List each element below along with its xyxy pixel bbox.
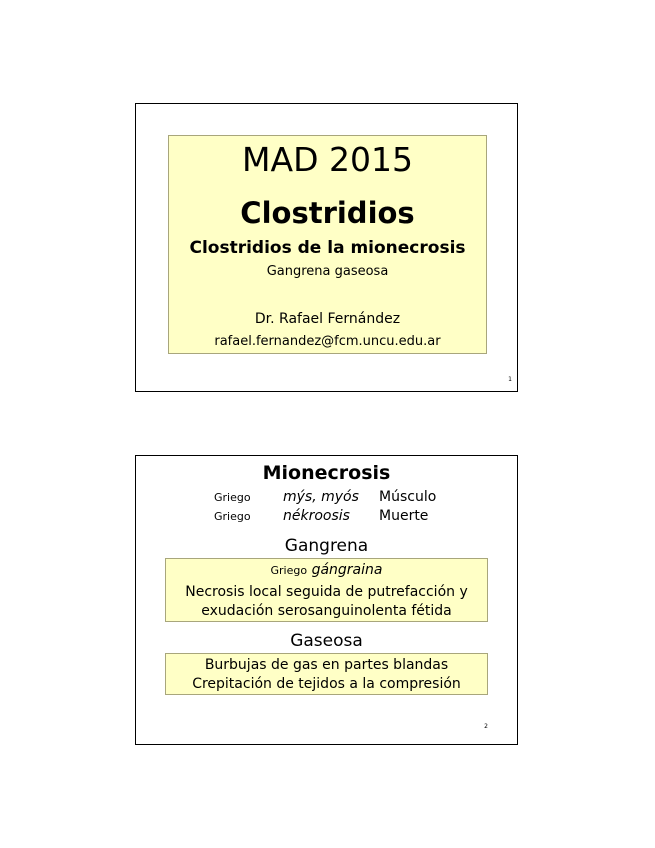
etymology-lang: Griego	[214, 491, 251, 504]
gangrena-etymology	[166, 561, 487, 580]
slide-title: Clostridios	[240, 196, 415, 230]
mionecrosis-title: Mionecrosis	[262, 462, 391, 484]
gangrena-definition-line-2: exudación serosanguinolenta fétida	[201, 603, 452, 619]
title-box	[168, 135, 487, 354]
page-number: 1	[508, 376, 512, 383]
etymology-meaning: Músculo	[379, 489, 437, 505]
etymology-word: mýs, myós	[283, 489, 359, 505]
gangrena-lang: Griego	[270, 564, 308, 577]
etymology-word: nékroosis	[283, 508, 350, 524]
gangrena-definition-line-1: Necrosis local seguida de putrefacción y	[185, 584, 468, 600]
etymology-lang: Griego	[214, 510, 251, 523]
gangrena-title: Gangrena	[284, 536, 369, 556]
gaseosa-box	[165, 653, 488, 695]
gaseosa-line-1: Burbujas de gas en partes blandas	[204, 657, 449, 673]
slide-subtitle: Clostridios de la mionecrosis	[189, 238, 466, 258]
author-name: Dr. Rafael Fernández	[254, 311, 401, 327]
slide-1	[135, 103, 518, 392]
gaseosa-title: Gaseosa	[290, 631, 363, 651]
etymology-meaning: Muerte	[379, 508, 429, 524]
gangrena-word: gángraina	[311, 562, 383, 578]
slide-subtitle-secondary: Gangrena gaseosa	[266, 264, 389, 279]
gaseosa-line-2: Crepitación de tejidos a la compresión	[192, 676, 461, 692]
gangrena-box	[165, 558, 488, 622]
slide-2	[135, 455, 518, 745]
page-number: 2	[484, 723, 488, 730]
author-email: rafael.fernandez@fcm.uncu.edu.ar	[214, 334, 441, 349]
course-heading: MAD 2015	[242, 140, 413, 179]
